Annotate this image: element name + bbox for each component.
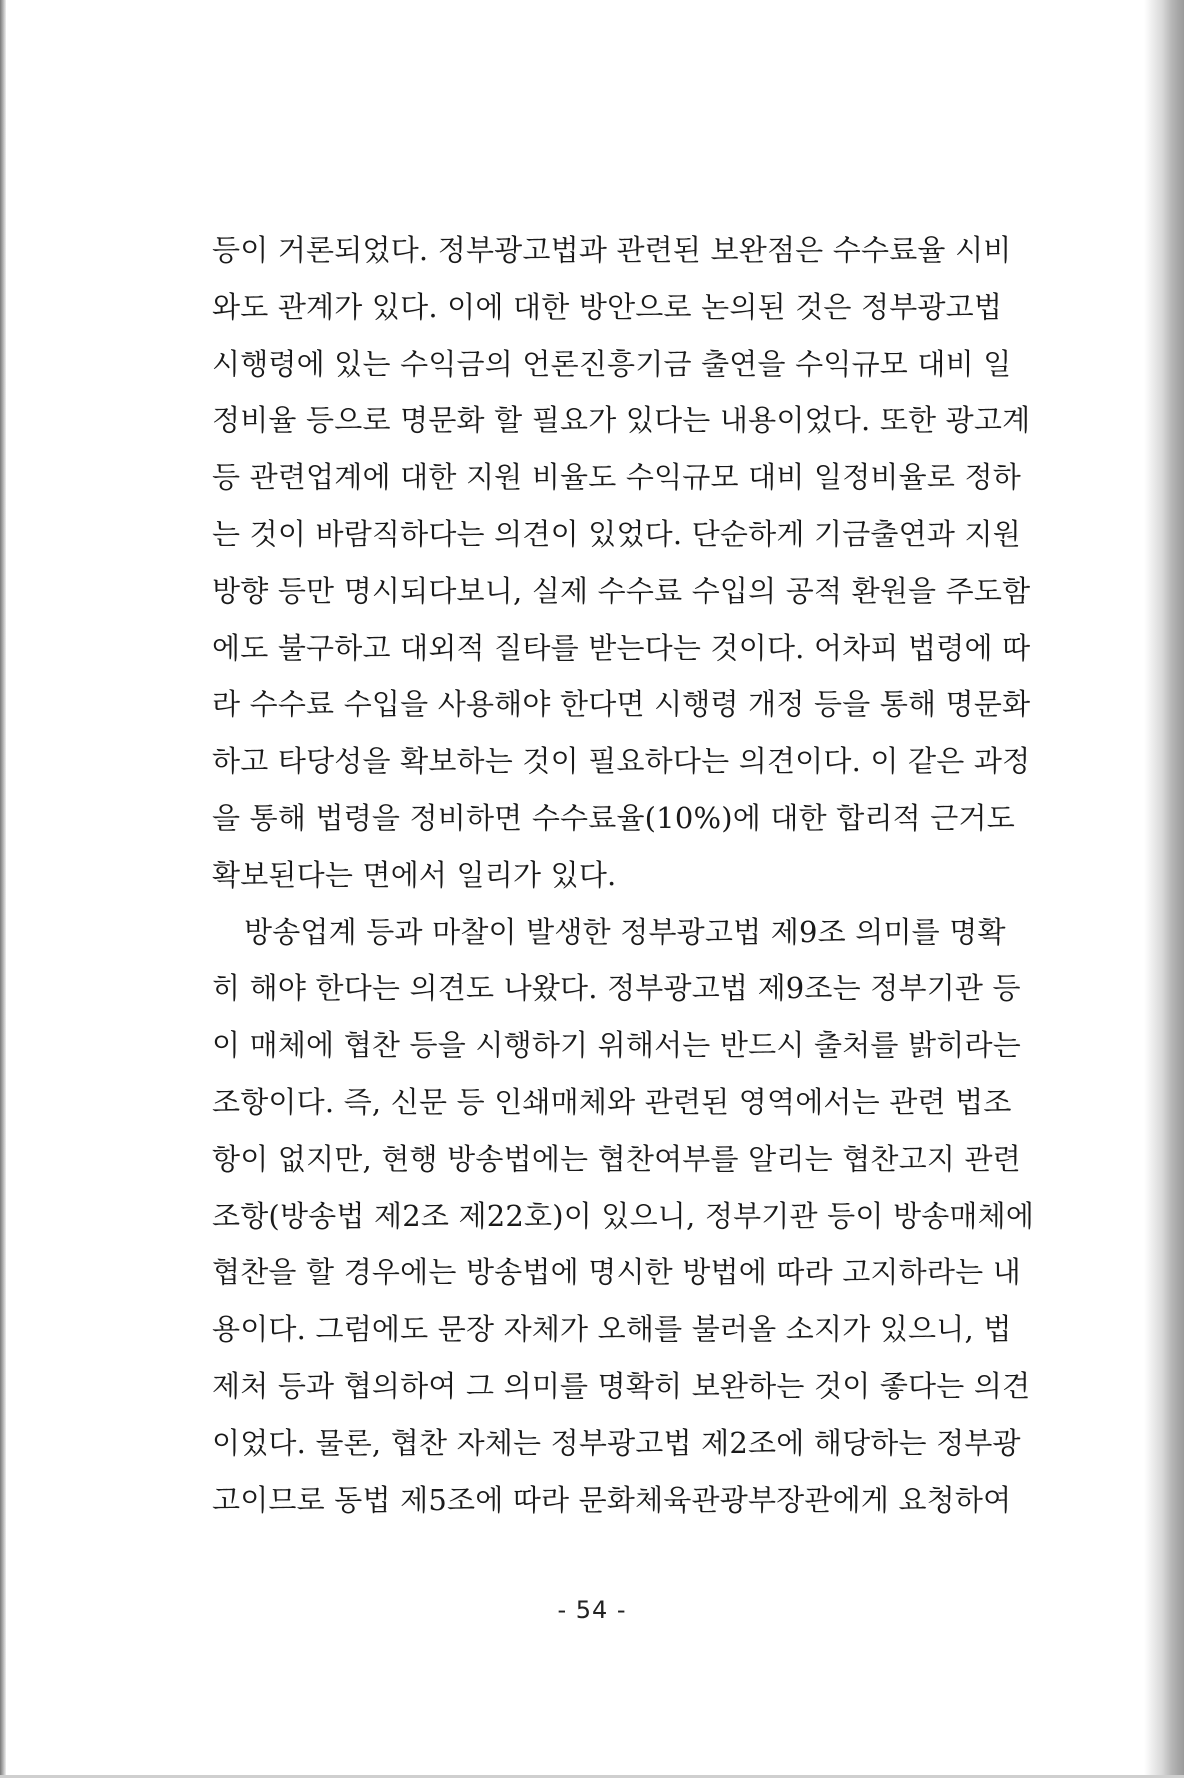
text-line: 항이 없지만, 현행 방송법에는 협찬여부를 알리는 협찬고지 관련 <box>212 1141 1021 1176</box>
text-line: 을 통해 법령을 정비하면 수수료율(10%)에 대한 합리적 근거도 <box>212 800 1015 835</box>
page-number: - 54 - <box>557 1596 627 1624</box>
text-line: 는 것이 바람직하다는 의견이 있었다. 단순하게 기금출연과 지원 <box>212 516 1021 551</box>
page-right-shadow <box>1144 0 1184 1778</box>
text-line: 정비율 등으로 명문화 할 필요가 있다는 내용이었다. 또한 광고계 <box>212 403 1031 438</box>
text-line: 조항(방송법 제2조 제22호)이 있으니, 정부기관 등이 방송매체에 <box>212 1198 1035 1233</box>
text-line: 등 관련업계에 대한 지원 비율도 수익규모 대비 일정비율로 정하 <box>212 460 1021 495</box>
text-line: 히 해야 한다는 의견도 나왔다. 정부광고법 제9조는 정부기관 등 <box>212 971 1021 1006</box>
text-line: 라 수수료 수입을 사용해야 한다면 시행령 개정 등을 통해 명문화 <box>212 687 1031 722</box>
paragraph-1 <box>212 222 1031 904</box>
paragraph-2 <box>212 904 1035 1529</box>
text-line: 이 매체에 협찬 등을 시행하기 위해서는 반드시 출처를 밝히라는 <box>212 1028 1021 1063</box>
text-line: 조항이다. 즉, 신문 등 인쇄매체와 관련된 영역에서는 관련 법조 <box>212 1084 1012 1119</box>
text-line: 에도 불구하고 대외적 질타를 받는다는 것이다. 어차피 법령에 따 <box>212 630 1031 665</box>
text-line: 등이 거론되었다. 정부광고법과 관련된 보완점은 수수료율 시비 <box>212 233 1012 267</box>
text-line: 용이다. 그럼에도 문장 자체가 오해를 불러올 소지가 있으니, 법 <box>212 1312 1012 1347</box>
page-left-edge <box>0 0 6 1778</box>
text-line: 협찬을 할 경우에는 방송법에 명시한 방법에 따라 고지하라는 내 <box>212 1255 1021 1290</box>
text-line: 제처 등과 협의하여 그 의미를 명확히 보완하는 것이 좋다는 의견 <box>212 1368 1031 1403</box>
text-line: 시행령에 있는 수익금의 언론진흥기금 출연을 수익규모 대비 일 <box>212 346 1012 381</box>
body-text <box>212 222 1035 1528</box>
text-line: 고이므로 동법 제5조에 따라 문화체육관광부장관에게 요청하여 <box>212 1482 1012 1517</box>
text-line: 와도 관계가 있다. 이에 대한 방안으로 논의된 것은 정부광고법 <box>212 289 1003 324</box>
text-line: 확보된다는 면에서 일리가 있다. <box>212 857 617 892</box>
text-line: 방향 등만 명시되다보니, 실제 수수료 수입의 공적 환원을 주도함 <box>212 573 1031 608</box>
text-line: 방송업계 등과 마찰이 발생한 정부광고법 제9조 의미를 명확 <box>244 914 1006 949</box>
text-line: 하고 타당성을 확보하는 것이 필요하다는 의견이다. 이 같은 과정 <box>212 744 1031 779</box>
text-line: 이었다. 물론, 협찬 자체는 정부광고법 제2조에 해당하는 정부광 <box>212 1425 1021 1460</box>
